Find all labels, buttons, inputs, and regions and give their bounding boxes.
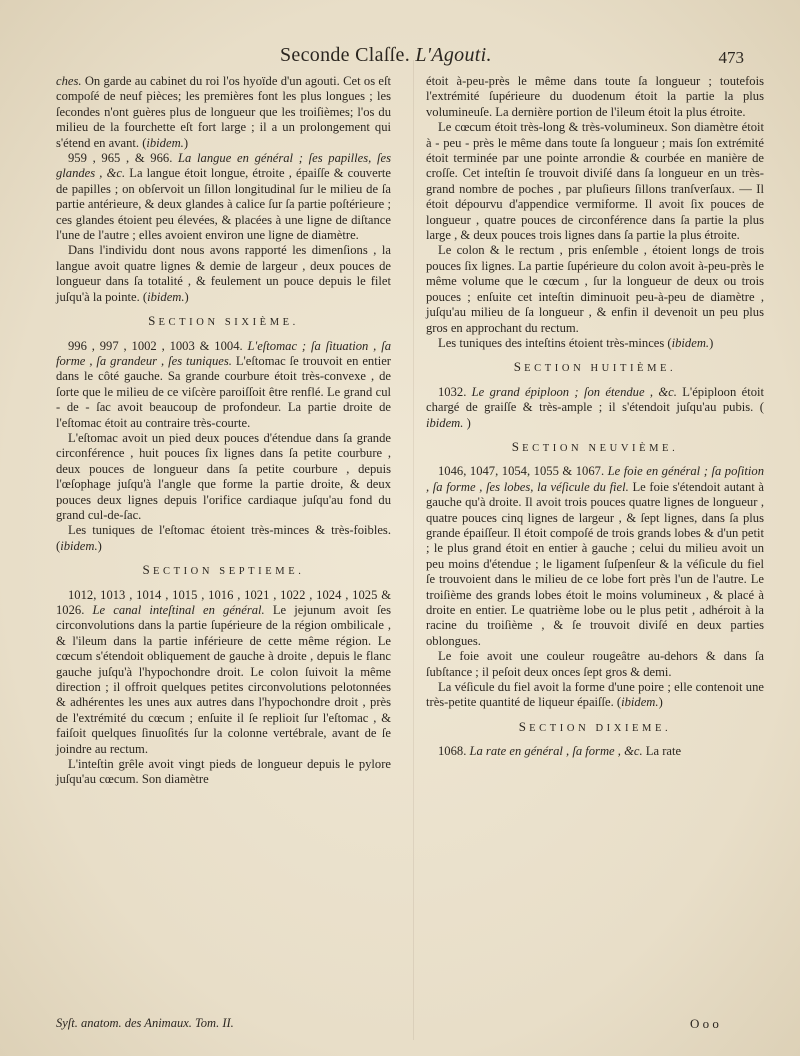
text-run: Les tuniques de l'eſtomac étoient très-minces & très-foibles. ( xyxy=(56,523,391,553)
text-run: ) xyxy=(463,415,471,430)
text-run: 1012, 1013 , 1014 , 1015 , 1016 , 1021 , 1022 , 1024 , 1025 & 1026. xyxy=(56,587,391,617)
italic-text: L'eſtomac ; ſa ſituation , ſa forme , ſa grandeur , ſes tuniques. xyxy=(56,338,391,368)
paragraph xyxy=(426,680,764,711)
section-heading-text: ECTION SEPTIEME. xyxy=(152,566,305,578)
text-run: La rate xyxy=(642,744,682,759)
text-run: Les tuniques des inteſtins étoient très-minces ( xyxy=(438,335,672,350)
running-head-roman: Seconde Claſſe. xyxy=(280,44,411,66)
right-column xyxy=(426,74,764,760)
text-run: 1032. xyxy=(438,384,472,399)
paragraph xyxy=(56,151,391,243)
paragraph xyxy=(56,588,391,757)
section-heading-text: ECTION NEUVIÈME. xyxy=(522,442,679,454)
page-header xyxy=(70,44,750,72)
text-run: Dans l'individu dont nous avons rapporté les dimenſions , la langue avoit quatre lignes & demie de largeur , deux pouces de longueur dans ſa totalité , & feulement un pouce depuis le filet juſqu'à la pointe. ( xyxy=(56,243,391,304)
text-run: étoit à-peu-près le même dans toute ſa longueur ; toutefois l'extrémité ſupérieure du duodenum étoit la partie la plus volumineuſe. La dernière portion de l'ileum étoit la plus étroite. xyxy=(426,74,764,119)
italic-text: ibidem. xyxy=(621,695,659,710)
italic-text: La langue en général ; ſes papilles, ſes glandes , &c. xyxy=(56,151,391,181)
italic-text: Le foie en général ; ſa poſition , ſa forme , ſes lobes, la véſicule du fiel. xyxy=(426,464,764,494)
section-heading xyxy=(426,719,764,736)
text-run: 959 , 965 , & 966. xyxy=(68,151,179,166)
italic-text: ches. xyxy=(56,74,82,88)
text-run: L'eſtomac ſe trouvoit en entier dans le côté gauche. Sa grande courbure étoit très-convexe , de ſorte que le milieu de ce viſcère paroiſſoit être renflé. Le grand cul - de - ſac avoit beaucoup de profondeur. La partie droite de l'eſtomac étoit au contraire très-courte. xyxy=(56,353,391,430)
gutter-shadow xyxy=(413,60,414,1040)
text-run: Le foie avoit une couleur rougeâtre au-dehors & dans ſa ſubſtance ; il peſoit deux onces ſept gros & demi. xyxy=(426,649,764,679)
text-run: L'inteſtin grêle avoit vingt pieds de longueur depuis le pylore juſqu'au cœcum. Son diamètre xyxy=(56,757,391,787)
text-run: La véſicule du fiel avoit la forme d'une poire ; elle contenoit une très-petite quantité de liqueur épaiſſe. ( xyxy=(426,680,764,710)
paragraph xyxy=(56,431,391,523)
page-number: 473 xyxy=(718,48,744,67)
paragraph xyxy=(56,757,391,788)
footer-catchword: O o o xyxy=(690,1016,719,1031)
text-run: Le cœcum étoit très-long & très-volumineux. Son diamètre étoit à - peu - près le même dans toute ſa longueur ; mais ſon extrémité étoit terminée par une pointe arrondie & courbée en manière de croſſe. Cet inteſtin ſe trouvoit diviſé dans ſa longueur en un très-grand nombre de poches , par pluſieurs ſillons tranſverſaux. — Il étoit dépourvu d'appendice vermiforme. Il avoit ſix pouces de longueur , quatre pouces de circonférence dans ſa partie la plus large , & deux pouces trois lignes dans ſa partie la plus étroite. xyxy=(426,120,764,243)
text-run: ) xyxy=(709,335,714,350)
italic-text: Le grand épiploon ; ſon étendue , &c. xyxy=(471,384,677,399)
text-run: 1068. xyxy=(438,744,470,759)
section-heading-text: ECTION SIXIÈME. xyxy=(158,317,299,329)
left-column xyxy=(56,74,391,788)
paragraph xyxy=(426,74,764,120)
text-run: Le foie s'étendoit autant à gauche qu'à droite. Il avoit trois pouces quatre lignes de longueur , quatre pouces cinq lignes de largeur , & ſept lignes, dans ſa plus grande épaiſſeur. Il étoit compoſé de trois grands lobes & d'un petit ; le plus grand étoit en entier à gauche ; celui du milieu avoit un peu moins d'étendue ; le ligament ſuſpenſeur & la véſicule du fiel ſe trouvoient dans le milieu de ce lobe fort près l'un de l'autre. Le troiſième des grands lobes étoit le moins volumineux , & placé à droite en entier. Le quatrième lobe ou le plus petit , adhéroit à la racine du troiſième , & ſe trouvoit diviſé en deux parties oblongues. xyxy=(426,479,765,648)
text-run: 1046, 1047, 1054, 1055 & 1067. xyxy=(438,464,608,479)
section-heading-text: ECTION DIXIEME. xyxy=(529,722,672,734)
text-run: 996 , 997 , 1002 , 1003 & 1004. xyxy=(68,338,248,353)
text-run: Le jejunum avoit ſes circonvolutions dans la partie ſupérieure de la région ombilicale , & l'ileum dans la partie inférieure de cette même région. Le cœcum s'étendoit obliquement de gauche à droite , depuis le flanc gauche juſqu'à l'hypochondre droit. Le colon ſuivoit la même direction ; il offroit quelques petites circonvolutions pelotonnées & adhérentes les unes aux autres dans l'hypochondre droit , près de l'extrémité du cœcum ; enſuite il ſe replioit ſur l'eſtomac , & faiſoit quelques ſinuoſités ſur la colonne vertébrale, avant de ſe joindre au rectum. xyxy=(56,603,392,756)
paragraph xyxy=(426,243,764,335)
paragraph xyxy=(56,523,391,554)
paragraph xyxy=(56,74,391,151)
running-head xyxy=(280,44,492,67)
paragraph xyxy=(426,744,764,759)
section-heading-initial: S xyxy=(511,438,523,454)
footer-signature: Syſt. anatom. des Animaux. Tom. II. xyxy=(56,1016,234,1030)
italic-text: ibidem. xyxy=(671,335,710,350)
text-run: La langue étoit longue, étroite , épaiſſe & couverte de papilles ; on obſervoit un ſillon longitudinal ſur le milieu de ſa partie antérieure, & deux glandes à calice ſur ſa partie poſtérieure ; ces glandes étoient peu élevées, & placées à une ligne de diſtance l'une de l'autre ; elles avoient environ une ligne de diamètre. xyxy=(56,166,391,243)
italic-text: La rate en général , ſa forme , &c. xyxy=(469,744,643,759)
paragraph xyxy=(426,385,764,431)
text-run: ) xyxy=(658,695,663,710)
italic-text: ibidem. xyxy=(146,135,184,150)
text-run: L'eſtomac avoit un pied deux pouces d'étendue dans ſa grande circonférence , huit pouces ſix lignes dans ſa petite courbure , deux pouces de longueur dans ſa petite courbure , depuis l'œſophage juſqu'à l'angle que forme la partie droite, & deux pouces deux lignes depuis l'orifice cardiaque juſqu'au fond du grand cul-de-ſac. xyxy=(56,430,391,522)
paragraph xyxy=(56,243,391,305)
italic-text: ibidem. xyxy=(426,415,464,430)
paragraph xyxy=(426,649,764,680)
running-head-italic: L'Agouti. xyxy=(415,44,492,66)
section-heading-initial: S xyxy=(148,313,159,329)
italic-text: ibidem. xyxy=(147,289,185,304)
text-run: ) xyxy=(97,538,102,553)
section-heading-text: ECTION HUITIÈME. xyxy=(524,363,677,375)
italic-text: ibidem. xyxy=(60,538,98,553)
section-heading xyxy=(426,359,764,376)
text-run: Le colon & le rectum , pris enſemble , étoient longs de trois pouces ſix lignes. La partie ſupérieure du colon avoit à-peu-près le même volume que le cœcum , ſur la longueur de deux ou trois pouces ; enſuite cet inteſtin diminuoit peu-à-peu de diamètre , juſqu'au milieu de ſa longueur , & enfin il devenoit un peu plus gros en approchant du rectum. xyxy=(426,243,764,335)
paragraph xyxy=(426,464,764,649)
italic-text: Le canal inteſtinal en général. xyxy=(92,603,265,617)
paragraph xyxy=(426,120,764,243)
section-heading-initial: S xyxy=(142,562,153,578)
section-heading-initial: S xyxy=(518,718,530,734)
section-heading xyxy=(56,562,391,579)
section-heading-initial: S xyxy=(513,359,525,375)
text-run: ) xyxy=(184,289,189,304)
paragraph xyxy=(56,339,391,431)
text-run: On garde au cabinet du roi l'os hyoïde d'un agouti. Cet os eſt compoſé de neuf pièces; les premières font les plus longues ; les ſecondes n'ont guères plus de longueur que les troiſièmes; l'os du milieu de la fourchette eſt fort large ; il a un prolongement qui s'étend en avant. ( xyxy=(56,74,391,150)
paragraph xyxy=(426,336,764,351)
text-run: L'épiploon étoit chargé de graiſſe & très-ample ; il s'étendoit juſqu'au pubis. ( xyxy=(426,384,764,415)
text-run: ) xyxy=(183,135,189,150)
section-heading xyxy=(426,439,764,456)
section-heading xyxy=(56,313,391,330)
